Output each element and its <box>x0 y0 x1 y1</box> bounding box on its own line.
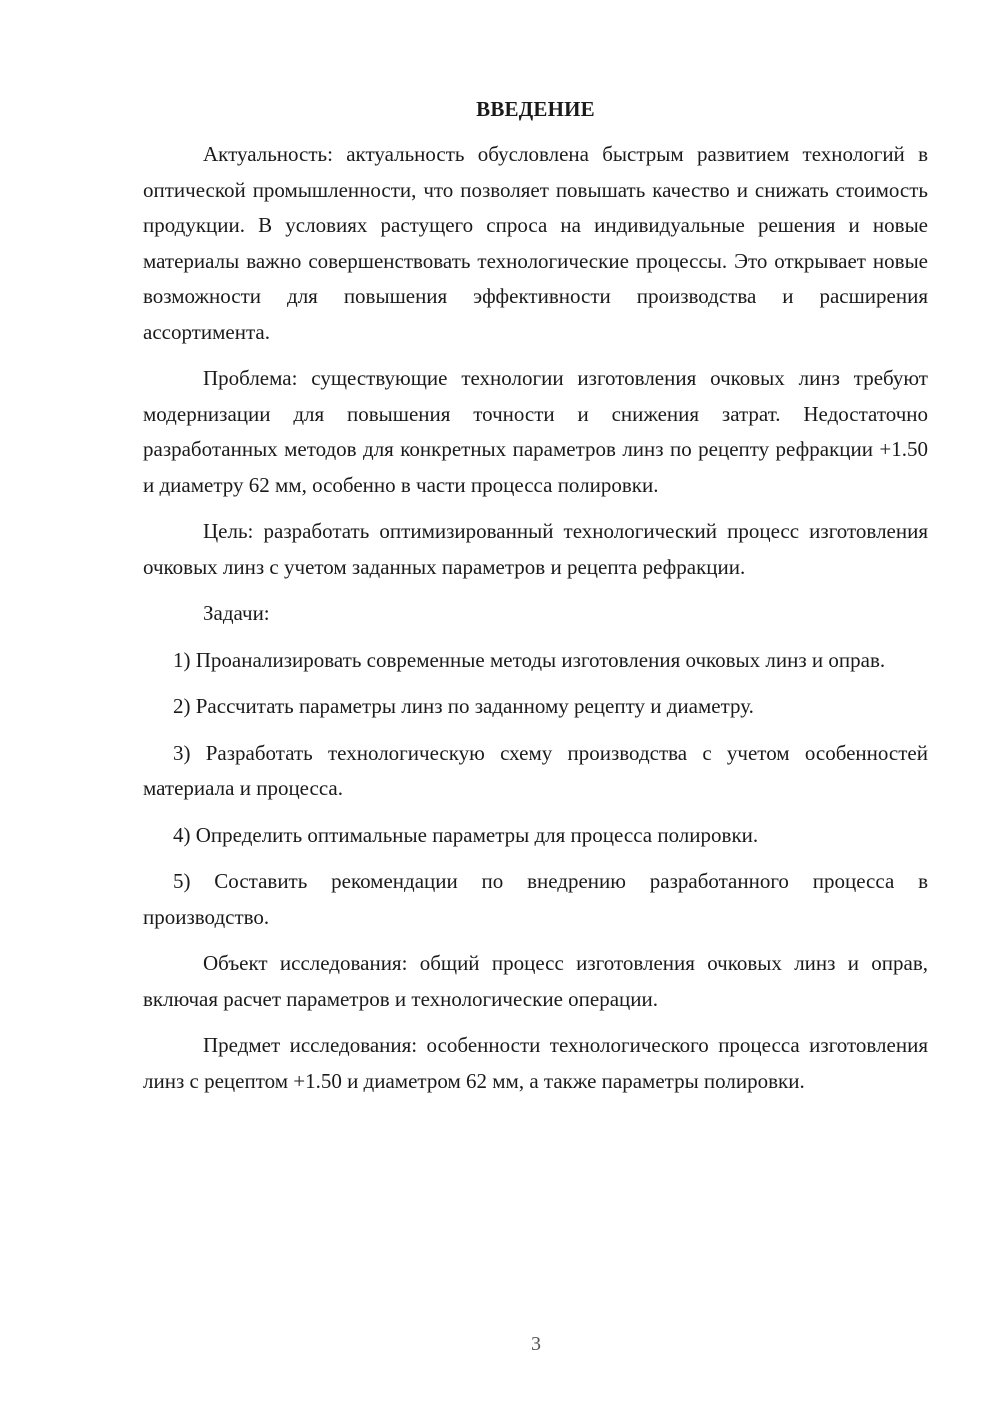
page-number: 3 <box>531 1333 541 1355</box>
goal-paragraph: Цель: разработать оптимизированный технологический процесс изготовления очковых линз с учетом заданных параметров и рецепта рефракции. <box>143 519 928 579</box>
list-item: 5) Составить рекомендации по внедрению разработанного процесса в производство. <box>143 869 928 929</box>
object-paragraph: Объект исследования: общий процесс изготовления очковых линз и оправ, включая расчет параметров и технологические операции. <box>143 951 928 1011</box>
list-item: 3) Разработать технологическую схему производства с учетом особенностей материала и процесса. <box>143 740 928 800</box>
section-title: ВВЕДЕНИЕ <box>476 97 595 121</box>
list-item: 2) Рассчитать параметры линз по заданному рецепту и диаметру. <box>173 694 754 718</box>
relevance-paragraph: Актуальность: актуальность обусловлена быстрым развитием технологий в оптической промышленности, что позволяет повышать качество и снижать стоимость продукции. В условиях растущего спроса на индивидуальные решения и новые материалы важно совершенствовать технологические процессы. Это открывает новые возможности для повышения эффективности производства и расширения ассортимента. <box>143 142 928 344</box>
list-item: 4) Определить оптимальные параметры для процесса полировки. <box>173 822 759 847</box>
document-page <box>143 92 928 1099</box>
subject-paragraph: Предмет исследования: особенности технологического процесса изготовления линз с рецептом +1.50 и диаметром 62 мм, а также параметры полировки. <box>143 1033 928 1093</box>
problem-paragraph: Проблема: существующие технологии изготовления очковых линз требуют модернизации для повышения точности и снижения затрат. Недостаточно разработанных методов для конкретных параметров линз по рецепту рефракции +1.50 и диаметру 62 мм, особенно в части процесса полировки. <box>143 366 928 497</box>
tasks-heading: Задачи: <box>203 601 270 625</box>
list-item: 1) Проанализировать современные методы изготовления очковых линз и оправ. <box>173 647 886 672</box>
tasks-list <box>143 643 928 936</box>
